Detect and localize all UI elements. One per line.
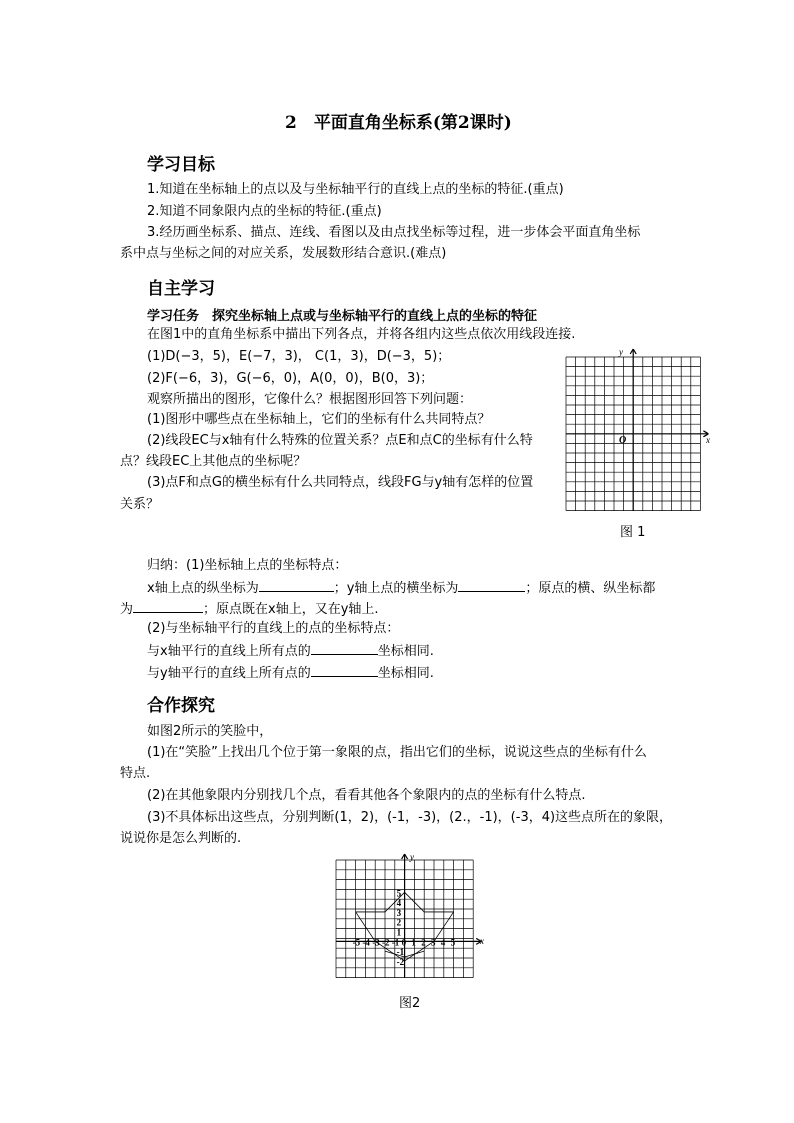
blank-parallel-y[interactable] [311, 662, 378, 677]
coop-line-3: 特点. [120, 766, 151, 781]
x-tick-label: -2 [382, 937, 390, 948]
figure-2-grid [330, 850, 490, 985]
summary-line-5 [147, 640, 434, 662]
fig1-y-label: y [619, 347, 623, 357]
y-tick-label: 4 [396, 898, 402, 909]
x-tick-label: 5 [450, 937, 456, 948]
study-line-6: (2)线段EC与x轴有什么特殊的位置关系？点E和点C的坐标有什么特 [147, 433, 533, 448]
coop-line-2: (1)在“笑脸”上找出几个位于第一象限的点，指出它们的坐标，说说这些点的坐标有什么 [147, 745, 647, 760]
self-study-heading: 自主学习 [147, 279, 215, 299]
summary-l2a: x轴上点的纵坐标为 [147, 581, 259, 596]
x-tick-label: 3 [431, 937, 436, 948]
blank-x-axis-ordinate[interactable] [259, 577, 334, 592]
goal-3: 3.经历画坐标系、描点、连线、看图以及由点找坐标等过程，进一步体会平面直角坐标 [147, 225, 641, 240]
fig2-x-label: x [480, 936, 484, 946]
x-tick-label: 2 [421, 937, 426, 948]
summary-line-6 [147, 662, 434, 684]
blank-parallel-x[interactable] [311, 640, 378, 655]
summary-l3a: 为 [120, 602, 134, 617]
blank-y-axis-abscissa[interactable] [458, 577, 525, 592]
figure-1-caption: 图 1 [620, 525, 646, 540]
goal-2: 2.知道不同象限内点的坐标的特征.(重点) [147, 204, 382, 219]
study-line-3: (2)F(−6，3)，G(−6，0)，A(0，0)，B(0，3)； [147, 371, 434, 386]
fig1-origin-label: O [619, 435, 627, 446]
summary-line-1: 归纳：(1)坐标轴上点的坐标特点： [147, 558, 348, 573]
x-tick-label: 1 [411, 937, 416, 948]
task-title: 学习任务 探究坐标轴上点或与坐标轴平行的直线上点的坐标的特征 [147, 309, 538, 324]
coop-line-5: (3)不具体标出这些点，分别判断(1，2)，(-1，-3)，(2.，-1)，(-3，4)这些点所在的象限， [147, 810, 673, 825]
study-line-9: 关系？ [120, 497, 160, 512]
y-tick-label: -1 [396, 947, 405, 958]
fig1-x-label: x [706, 435, 710, 445]
study-line-2: (1)D(−3，5)，E(−7，3)， C(1，3)，D(−3，5)； [147, 349, 451, 364]
summary-line-3 [120, 598, 379, 620]
study-line-1: 在图1中的直角坐标系中描出下列各点，并将各组内这些点依次用线段连接. [147, 327, 576, 342]
x-tick-label: 4 [440, 937, 446, 948]
coop-line-4: (2)在其他象限内分别找几个点，看看其他各个象限内的点的坐标有什么特点. [147, 788, 586, 803]
goal-1: 1.知道在坐标轴上的点以及与坐标轴平行的直线上点的坐标的特征.(重点) [147, 182, 564, 197]
y-tick-label: 2 [396, 917, 402, 928]
study-line-5: (1)图形中哪些点在坐标轴上，它们的坐标有什么共同特点？ [147, 412, 491, 427]
summary-l5a: 与x轴平行的直线上所有点的 [147, 644, 311, 659]
x-tick-label: -1 [391, 937, 400, 948]
x-tick-label: -5 [352, 937, 361, 948]
study-line-8: (3)点F和点G的横坐标有什么共同特点，线段FG与y轴有怎样的位置 [147, 475, 534, 490]
summary-l2b: ；y轴上点的横坐标为 [333, 581, 459, 596]
x-tick-label: -3 [372, 937, 380, 948]
summary-l2c: ；原点的横、纵坐标都 [525, 581, 656, 596]
goals-heading: 学习目标 [147, 155, 215, 175]
coop-heading: 合作探究 [147, 696, 215, 716]
fig2-y-label: y [410, 852, 414, 862]
page-title: 2 平面直角坐标系(第2课时) [285, 113, 512, 133]
coop-line-6: 说说你是怎么判断的. [120, 831, 242, 846]
y-tick-label: 5 [396, 888, 402, 899]
goal-3-cont: 系中点与坐标之间的对应关系，发展数形结合意识.(难点) [120, 246, 447, 261]
summary-l6b: 坐标相同. [377, 666, 434, 681]
figure-1-grid [560, 345, 720, 515]
study-line-7: 点？线段EC上其他点的坐标呢？ [120, 454, 307, 469]
summary-l5b: 坐标相同. [377, 644, 434, 659]
y-tick-label: 1 [396, 927, 402, 938]
blank-origin-coords[interactable] [133, 598, 203, 613]
y-tick-label: 3 [396, 907, 402, 918]
summary-line-4: (2)与坐标轴平行的直线上的点的坐标特点： [147, 621, 400, 636]
x-tick-label: -4 [362, 937, 370, 948]
coop-line-1: 如图2所示的笑脸中， [147, 724, 273, 739]
summary-l6a: 与y轴平行的直线上所有点的 [147, 666, 311, 681]
figure-2-caption: 图2 [399, 996, 421, 1011]
summary-l3b: ；原点既在x轴上，又在y轴上. [203, 602, 379, 617]
x-tick-label: 0 [401, 937, 407, 948]
study-line-4: 观察所描出的图形，它像什么？根据图形回答下列问题： [147, 392, 473, 407]
summary-line-2 [147, 577, 655, 599]
y-tick-label: -2 [396, 956, 405, 967]
